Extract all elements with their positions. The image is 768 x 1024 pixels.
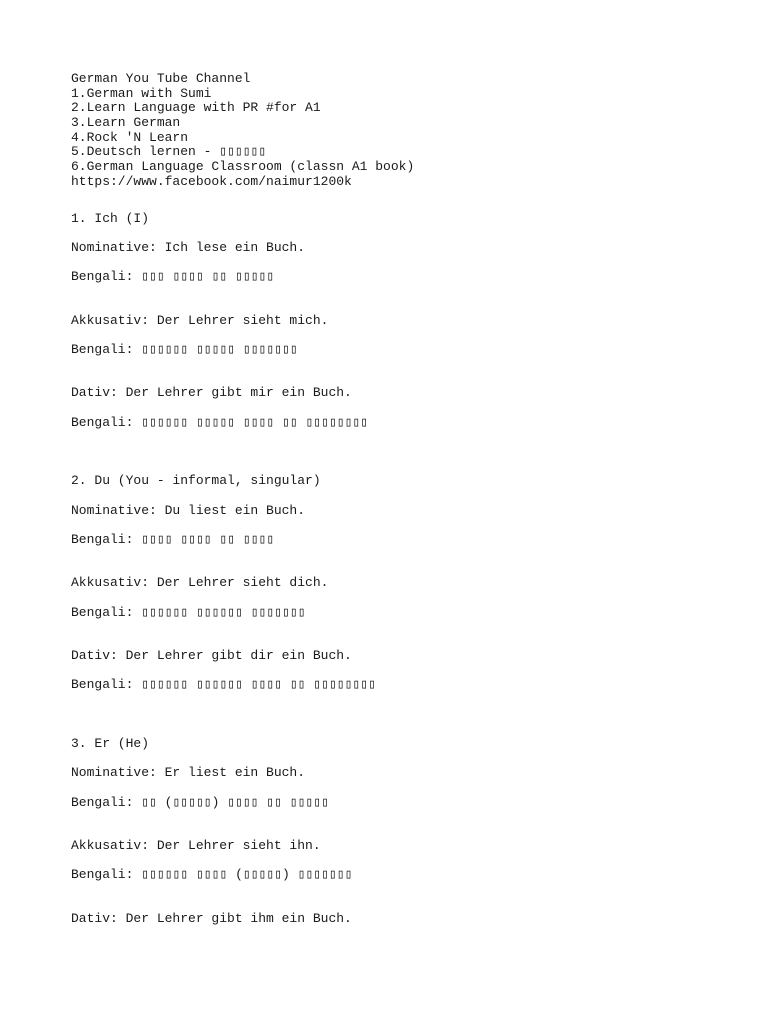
example-sentence: Dativ: Der Lehrer gibt dir ein Buch. [71,648,352,664]
bengali-translation: Bengali: ▯▯ (▯▯▯▯▯) ▯▯▯▯ ▯▯ ▯▯▯▯▯ [71,794,329,810]
facebook-link[interactable]: https://www.facebook.com/naimur1200k [71,173,352,189]
bengali-translation: Bengali: ▯▯▯▯▯▯ ▯▯▯▯▯ ▯▯▯▯ ▯▯ ▯▯▯▯▯▯▯▯ [71,414,369,430]
channel-item: 5.Deutsch lernen - ▯▯▯▯▯▯ [71,144,267,160]
bengali-translation: Bengali: ▯▯▯ ▯▯▯▯ ▯▯ ▯▯▯▯▯ [71,268,275,284]
bengali-translation: Bengali: ▯▯▯▯ ▯▯▯▯ ▯▯ ▯▯▯▯ [71,531,275,547]
example-sentence: Dativ: Der Lehrer gibt ihm ein Buch. [71,911,352,927]
example-sentence: Akkusativ: Der Lehrer sieht dich. [71,575,329,591]
example-sentence: Nominative: Er liest ein Buch. [71,765,306,781]
document-title: German You Tube Channel [71,71,251,86]
example-sentence: Dativ: Der Lehrer gibt mir ein Buch. [71,385,352,401]
example-sentence: Akkusativ: Der Lehrer sieht ihn. [71,838,321,854]
section-heading: 1. Ich (I) [71,210,150,226]
channel-item: 4.Rock 'N Learn [71,129,189,145]
example-sentence: Akkusativ: Der Lehrer sieht mich. [71,312,329,328]
channel-item: 1.German with Sumi [71,85,212,101]
channel-item: 2.Learn Language with PR #for A1 [71,100,321,116]
section-heading: 2. Du (You - informal, singular) [71,473,321,489]
bengali-translation: Bengali: ▯▯▯▯▯▯ ▯▯▯▯▯▯ ▯▯▯▯ ▯▯ ▯▯▯▯▯▯▯▯ [71,677,376,693]
channel-item: 3.Learn German [71,115,181,131]
example-sentence: Nominative: Du liest ein Buch. [71,502,306,518]
bengali-translation: Bengali: ▯▯▯▯▯▯ ▯▯▯▯▯▯ ▯▯▯▯▯▯▯ [71,604,306,620]
channel-list-block [71,72,731,190]
bengali-translation: Bengali: ▯▯▯▯▯▯ ▯▯▯▯▯ ▯▯▯▯▯▯▯ [71,341,298,357]
channel-item: 6.German Language Classroom (classn A1 book) [71,159,415,175]
example-sentence: Nominative: Ich lese ein Buch. [71,239,306,255]
bengali-translation: Bengali: ▯▯▯▯▯▯ ▯▯▯▯ (▯▯▯▯▯) ▯▯▯▯▯▯▯ [71,867,353,883]
section-heading: 3. Er (He) [71,736,150,752]
document-page [71,72,731,927]
